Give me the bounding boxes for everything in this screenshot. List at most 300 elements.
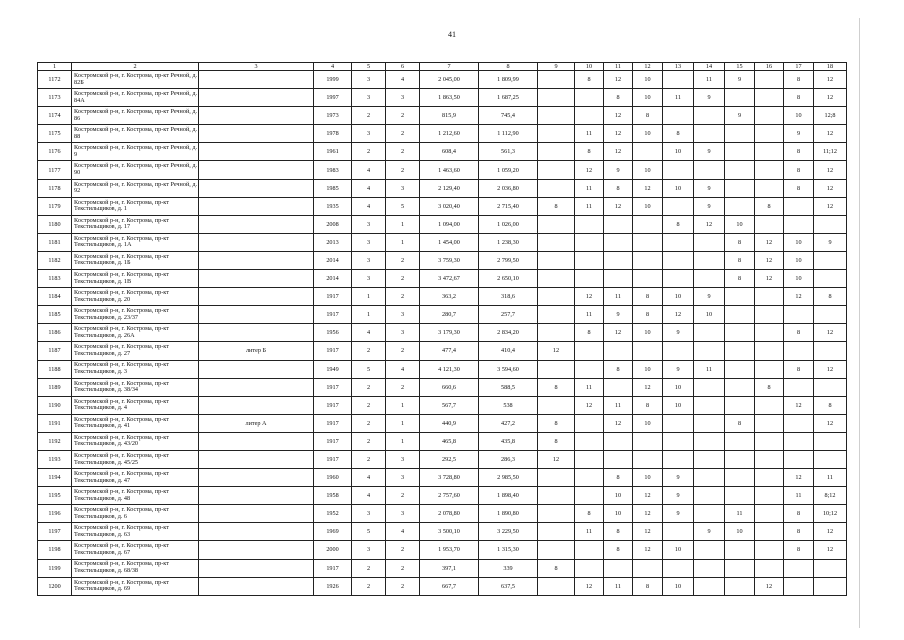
table-cell: 9 [694, 89, 725, 107]
table-cell: 477,4 [420, 342, 479, 360]
table-cell [663, 559, 694, 577]
table-cell [663, 251, 694, 269]
table-row [38, 197, 847, 215]
table-cell [663, 523, 694, 541]
row-number-cell: 1178 [38, 179, 72, 197]
table-cell: 8 [538, 559, 575, 577]
table-cell: 12 [538, 450, 575, 468]
table-cell [755, 143, 784, 161]
table-cell [663, 432, 694, 450]
table-cell: 9 [694, 288, 725, 306]
table-cell [538, 107, 575, 125]
address-cell: Костромской р-н, г. Кострома, пр-кт Текстильщиков, д. 1 [72, 197, 199, 215]
table-cell: 12 [814, 414, 847, 432]
table-cell: 8 [604, 469, 633, 487]
table-cell: 667,7 [420, 577, 479, 595]
table-cell: 12 [694, 215, 725, 233]
table-cell [755, 71, 784, 89]
table-cell: 440,9 [420, 414, 479, 432]
table-cell: 2 [386, 378, 420, 396]
table-cell: 397,1 [420, 559, 479, 577]
table-cell [663, 197, 694, 215]
table-cell: 9 [604, 161, 633, 179]
table-cell [633, 270, 663, 288]
table-cell [538, 233, 575, 251]
page-edge-line [859, 18, 860, 628]
table-cell [755, 432, 784, 450]
table-cell [755, 414, 784, 432]
table-cell [575, 251, 604, 269]
table-cell: 8 [725, 414, 755, 432]
address-cell: Костромской р-н, г. Кострома, пр-кт Текстильщиков, д. 23/37 [72, 306, 199, 324]
table-cell [199, 71, 314, 89]
row-number-cell: 1187 [38, 342, 72, 360]
table-cell [663, 161, 694, 179]
table-cell: 8 [604, 523, 633, 541]
table-cell: 12 [633, 505, 663, 523]
table-cell: 12 [575, 288, 604, 306]
table-row [38, 559, 847, 577]
table-cell: 10 [633, 89, 663, 107]
table-cell [694, 233, 725, 251]
table-cell: 2 715,40 [479, 197, 538, 215]
table-cell [784, 342, 814, 360]
table-cell [633, 143, 663, 161]
table-cell: 9 [694, 523, 725, 541]
table-row [38, 233, 847, 251]
table-cell [725, 179, 755, 197]
table-cell: 10 [725, 523, 755, 541]
table-cell: 10 [633, 324, 663, 342]
table-cell: 3 594,60 [479, 360, 538, 378]
table-cell [575, 487, 604, 505]
table-cell [663, 233, 694, 251]
table-cell: 3 500,10 [420, 523, 479, 541]
table-cell [199, 89, 314, 107]
address-cell: Костромской р-н, г. Кострома, пр-кт Текстильщиков, д. 1В [72, 270, 199, 288]
row-number-cell: 1172 [38, 71, 72, 89]
table-cell: 10 [633, 125, 663, 143]
table-cell: 12 [575, 161, 604, 179]
table-cell [575, 107, 604, 125]
table-cell: 12 [604, 71, 633, 89]
table-row [38, 432, 847, 450]
table-row [38, 306, 847, 324]
table-cell: 8 [814, 288, 847, 306]
table-cell: 3 728,80 [420, 469, 479, 487]
table-cell: 8 [604, 179, 633, 197]
column-number-row [38, 63, 847, 71]
table-cell [199, 541, 314, 559]
table-cell: 12 [604, 107, 633, 125]
table-cell [784, 577, 814, 595]
table-row [38, 143, 847, 161]
table-cell: 1917 [314, 432, 352, 450]
table-cell [814, 432, 847, 450]
table-cell: 11 [575, 523, 604, 541]
table-cell: 2 [386, 288, 420, 306]
table-cell: 2 [352, 432, 386, 450]
table-cell: 8 [755, 378, 784, 396]
table-cell [604, 342, 633, 360]
table-cell: 3 [352, 505, 386, 523]
table-cell: 12 [633, 179, 663, 197]
table-cell: 12 [755, 251, 784, 269]
table-cell [755, 505, 784, 523]
table-row [38, 469, 847, 487]
table-cell [199, 396, 314, 414]
table-cell: 363,2 [420, 288, 479, 306]
table-row [38, 107, 847, 125]
table-cell: 3 [352, 71, 386, 89]
table-cell: 5 [352, 523, 386, 541]
table-cell: 10;12 [814, 505, 847, 523]
row-number-cell: 1195 [38, 487, 72, 505]
table-cell: 1 809,99 [479, 71, 538, 89]
table-cell: 608,4 [420, 143, 479, 161]
table-cell: 2 [386, 107, 420, 125]
table-cell: 12 [755, 233, 784, 251]
page-number: 41 [448, 30, 456, 39]
table-cell: 435,8 [479, 432, 538, 450]
address-cell: Костромской р-н, г. Кострома, пр-кт Речной, д. 82Б [72, 71, 199, 89]
table-cell: 538 [479, 396, 538, 414]
table-cell: 1917 [314, 559, 352, 577]
column-header: 5 [352, 63, 386, 71]
table-cell [538, 125, 575, 143]
table-cell [725, 89, 755, 107]
table-cell: 10 [663, 179, 694, 197]
table-cell: 4 [352, 197, 386, 215]
table-cell [199, 360, 314, 378]
table-cell: 286,3 [479, 450, 538, 468]
table-cell: литер А [199, 414, 314, 432]
table-cell: 2 [386, 125, 420, 143]
address-cell: Костромской р-н, г. Кострома, пр-кт Текстильщиков, д. 45/25 [72, 450, 199, 468]
table-cell [575, 270, 604, 288]
address-cell: Костромской р-н, г. Кострома, пр-кт Текстильщиков, д. 17 [72, 215, 199, 233]
table-cell: 12 [663, 306, 694, 324]
table-cell: 1917 [314, 396, 352, 414]
table-cell: 1 [386, 396, 420, 414]
table-cell [199, 450, 314, 468]
table-cell: 8 [575, 143, 604, 161]
table-cell: 3 [386, 306, 420, 324]
table-cell: 1 [386, 215, 420, 233]
row-number-cell: 1186 [38, 324, 72, 342]
table-cell [575, 432, 604, 450]
table-cell: 561,3 [479, 143, 538, 161]
table-cell: 1961 [314, 143, 352, 161]
table-cell: 9 [663, 360, 694, 378]
table-cell [633, 432, 663, 450]
housing-register-table [37, 62, 847, 596]
row-number-cell: 1188 [38, 360, 72, 378]
table-cell: 11 [784, 487, 814, 505]
table-cell: 9 [694, 197, 725, 215]
table-cell: 1 059,20 [479, 161, 538, 179]
table-cell: 8 [633, 577, 663, 595]
table-cell [755, 559, 784, 577]
table-cell: 2 129,40 [420, 179, 479, 197]
table-cell: 2 [386, 541, 420, 559]
table-cell [604, 559, 633, 577]
table-cell: 2 [386, 487, 420, 505]
table-cell: 9 [604, 306, 633, 324]
table-cell: 8 [784, 179, 814, 197]
table-cell: 8 [538, 414, 575, 432]
table-cell: 12 [814, 89, 847, 107]
row-number-cell: 1190 [38, 396, 72, 414]
address-cell: Костромской р-н, г. Кострома, пр-кт Текстильщиков, д. 41 [72, 414, 199, 432]
table-cell [199, 577, 314, 595]
table-cell: 8 [725, 270, 755, 288]
table-cell [784, 215, 814, 233]
table-row [38, 342, 847, 360]
table-row [38, 161, 847, 179]
table-row [38, 251, 847, 269]
table-cell [784, 306, 814, 324]
table-cell [538, 523, 575, 541]
column-header: 7 [420, 63, 479, 71]
table-cell [575, 559, 604, 577]
table-cell: 1 454,00 [420, 233, 479, 251]
table-cell: 745,4 [479, 107, 538, 125]
table-cell: 11;12 [814, 143, 847, 161]
table-cell [755, 541, 784, 559]
table-cell: 1978 [314, 125, 352, 143]
table-cell: 1 863,50 [420, 89, 479, 107]
table-row [38, 71, 847, 89]
table-cell: 3 [386, 179, 420, 197]
row-number-cell: 1198 [38, 541, 72, 559]
table-cell [663, 107, 694, 125]
table-cell [604, 378, 633, 396]
table-cell: 2 [352, 342, 386, 360]
table-cell [199, 143, 314, 161]
table-cell [538, 306, 575, 324]
table-cell: 1 [352, 288, 386, 306]
table-row [38, 505, 847, 523]
table-cell: 8 [784, 89, 814, 107]
table-cell [694, 505, 725, 523]
table-row [38, 378, 847, 396]
table-cell: 2 045,00 [420, 71, 479, 89]
table-cell [538, 541, 575, 559]
table-cell [199, 487, 314, 505]
table-cell: 8;12 [814, 487, 847, 505]
table-cell: 12 [604, 197, 633, 215]
table-cell [199, 306, 314, 324]
column-header: 18 [814, 63, 847, 71]
table-cell: 1949 [314, 360, 352, 378]
table-cell [199, 251, 314, 269]
table-cell [199, 179, 314, 197]
table-cell [725, 450, 755, 468]
table-cell: 257,7 [479, 306, 538, 324]
table-cell: 465,8 [420, 432, 479, 450]
row-number-cell: 1184 [38, 288, 72, 306]
table-cell: 8 [633, 288, 663, 306]
table-cell [694, 414, 725, 432]
row-number-cell: 1194 [38, 469, 72, 487]
table-cell: 2 036,80 [479, 179, 538, 197]
table-cell: 8 [633, 396, 663, 414]
row-number-cell: 1180 [38, 215, 72, 233]
column-header: 4 [314, 63, 352, 71]
table-cell [604, 251, 633, 269]
table-cell: 11 [604, 396, 633, 414]
table-cell [814, 215, 847, 233]
table-cell: 11 [694, 71, 725, 89]
table-cell [663, 414, 694, 432]
table-cell [538, 360, 575, 378]
table-cell [538, 487, 575, 505]
table-cell [755, 396, 784, 414]
table-cell: 3 [352, 125, 386, 143]
table-cell: 12 [633, 487, 663, 505]
table-cell: 2 [352, 414, 386, 432]
table-cell: 2 [386, 342, 420, 360]
address-cell: Костромской р-н, г. Кострома, пр-кт Текстильщиков, д. 20 [72, 288, 199, 306]
table-cell: 2 [352, 378, 386, 396]
table-cell: 410,4 [479, 342, 538, 360]
table-cell: 4 121,30 [420, 360, 479, 378]
table-cell [199, 432, 314, 450]
column-header: 1 [38, 63, 72, 71]
table-cell [663, 450, 694, 468]
table-cell: 339 [479, 559, 538, 577]
table-cell: 12 [538, 342, 575, 360]
table-cell [199, 233, 314, 251]
table-cell: 2 [386, 559, 420, 577]
table-cell [199, 324, 314, 342]
table-cell: 5 [386, 197, 420, 215]
table-cell: 1952 [314, 505, 352, 523]
table-cell: 2000 [314, 541, 352, 559]
table-cell: 8 [784, 523, 814, 541]
table-row [38, 360, 847, 378]
table-cell: 1969 [314, 523, 352, 541]
table-cell: 12;8 [814, 107, 847, 125]
table-cell: 10 [663, 378, 694, 396]
table-cell [784, 197, 814, 215]
column-header: 11 [604, 63, 633, 71]
table-cell: 3 [352, 541, 386, 559]
address-cell: Костромской р-н, г. Кострома, пр-кт Текстильщиков, д. 48 [72, 487, 199, 505]
table-cell [694, 342, 725, 360]
table-cell: 10 [663, 288, 694, 306]
table-cell: 2 [386, 251, 420, 269]
table-cell [755, 288, 784, 306]
table-cell: 9 [663, 469, 694, 487]
table-cell: 8 [604, 360, 633, 378]
table-cell: 1 112,90 [479, 125, 538, 143]
table-cell [199, 107, 314, 125]
table-cell: 12 [755, 270, 784, 288]
row-number-cell: 1191 [38, 414, 72, 432]
table-cell: 2 [352, 143, 386, 161]
table-cell: 11 [575, 197, 604, 215]
row-number-cell: 1181 [38, 233, 72, 251]
table-cell [725, 161, 755, 179]
table-cell [725, 469, 755, 487]
table-cell: 1 212,60 [420, 125, 479, 143]
table-cell [199, 125, 314, 143]
table-cell: 2 757,60 [420, 487, 479, 505]
table-cell: 12 [814, 360, 847, 378]
table-cell [538, 469, 575, 487]
table-cell [814, 270, 847, 288]
table-cell: 10 [633, 469, 663, 487]
table-cell [725, 487, 755, 505]
table-cell [694, 251, 725, 269]
table-cell: 11 [725, 505, 755, 523]
table-cell: 1 026,00 [479, 215, 538, 233]
table-cell: 2013 [314, 233, 352, 251]
table-cell: 3 [386, 450, 420, 468]
table-cell [538, 215, 575, 233]
table-cell [575, 89, 604, 107]
column-header: 14 [694, 63, 725, 71]
row-number-cell: 1196 [38, 505, 72, 523]
column-header: 9 [538, 63, 575, 71]
table-cell: 10 [784, 233, 814, 251]
table-cell [725, 197, 755, 215]
table-cell: 1960 [314, 469, 352, 487]
address-cell: Костромской р-н, г. Кострома, пр-кт Речной, д. 92 [72, 179, 199, 197]
table-cell: 10 [725, 215, 755, 233]
table-cell: 4 [386, 360, 420, 378]
table-row [38, 324, 847, 342]
row-number-cell: 1177 [38, 161, 72, 179]
table-cell: 3 [386, 324, 420, 342]
row-number-cell: 1174 [38, 107, 72, 125]
table-cell: 10 [633, 414, 663, 432]
table-cell [755, 125, 784, 143]
table-cell [694, 107, 725, 125]
table-cell: 3 179,30 [420, 324, 479, 342]
table-cell: 11 [604, 577, 633, 595]
column-header: 3 [199, 63, 314, 71]
row-number-cell: 1185 [38, 306, 72, 324]
table-cell: 1 [386, 414, 420, 432]
table-cell [575, 450, 604, 468]
table-cell [755, 523, 784, 541]
row-number-cell: 1193 [38, 450, 72, 468]
table-body [38, 71, 847, 596]
table-cell [694, 378, 725, 396]
table-cell: 660,6 [420, 378, 479, 396]
table-cell: 12 [633, 523, 663, 541]
table-row [38, 89, 847, 107]
table-cell [755, 487, 784, 505]
address-cell: Костромской р-н, г. Кострома, пр-кт Текстильщиков, д. 67 [72, 541, 199, 559]
table-cell: 8 [814, 396, 847, 414]
table-cell: 10 [784, 251, 814, 269]
table-cell: 4 [352, 161, 386, 179]
table-cell: 10 [663, 577, 694, 595]
table-cell: 3 [352, 270, 386, 288]
table-cell [694, 469, 725, 487]
table-cell [814, 577, 847, 595]
address-cell: Костромской р-н, г. Кострома, пр-кт Речной, д. 88 [72, 125, 199, 143]
table-cell [814, 342, 847, 360]
column-header: 13 [663, 63, 694, 71]
table-cell [604, 270, 633, 288]
table-cell [725, 378, 755, 396]
table-cell [199, 378, 314, 396]
